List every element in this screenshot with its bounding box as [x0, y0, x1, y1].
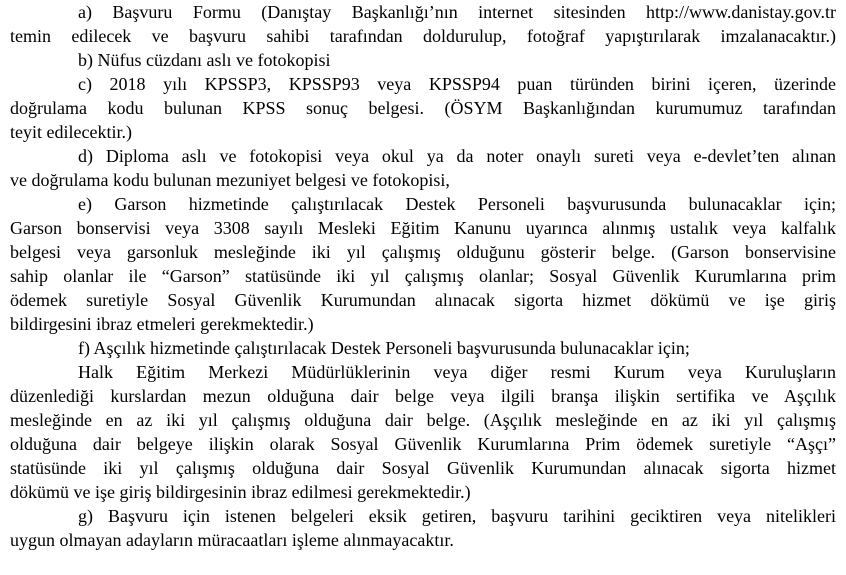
item-f-line-4: mesleğinde en az iki yıl çalışmış olduğuna dair belge. (Aşçılık mesleğinde en az iki yıl çalışmış — [10, 410, 836, 430]
item-d-line-2: ve doğrulama kodu bulunan mezuniyet belgesi ve fotokopisi, — [10, 170, 450, 190]
item-e-line-1: e) Garson hizmetinde çalıştırılacak Destek Personeli başvurusunda bulunacaklar için; — [78, 194, 836, 214]
item-a-line-1: a) Başvuru Formu (Danıştay Başkanlığı’nın internet sitesinden http://www.danistay.gov.tr — [78, 2, 836, 22]
item-f-line-1: f) Aşçılık hizmetinde çalıştırılacak Destek Personeli başvurusunda bulunacaklar için; — [78, 338, 690, 358]
item-e-line-2: Garson bonservisi veya 3308 sayılı Mesleki Eğitim Kanunu uyarınca alınmış ustalık veya kalfalık — [10, 218, 836, 238]
item-g-line-2: uygun olmayan adayların müracaatları işleme alınmayacaktır. — [10, 530, 454, 550]
item-e-line-6: bildirgesini ibraz etmeleri gerekmektedir.) — [10, 314, 314, 334]
item-e-line-4: sahip olanlar ile “Garson” statüsünde iki yıl çalışmış olanlar; Sosyal Güvenlik Kurumlarına prim — [10, 266, 836, 286]
item-f-line-2: Halk Eğitim Merkezi Müdürlüklerinin veya diğer resmi Kurum veya Kuruluşların — [78, 362, 836, 382]
item-e-line-3: belgesi veya garsonluk mesleğinde iki yıl çalışmış olduğunu gösterir belge. (Garson bonservisine — [10, 242, 836, 262]
item-f-line-6: statüsünde iki yıl çalışmış olduğuna dair Sosyal Güvenlik Kurumundan alınacak sigorta hizmet — [10, 458, 836, 478]
item-f-line-5: olduğuna dair belgeye ilişkin olarak Sosyal Güvenlik Kurumlarına Prim ödemek suretiyle “Aşçı” — [10, 434, 836, 454]
item-f-line-3: düzenlediği kurslardan mezun olduğuna dair belge veya ilgili branşa ilişkin sertifika ve Aşçılık — [10, 386, 836, 406]
item-c-line-1: c) 2018 yılı KPSSP3, KPSSP93 veya KPSSP94 puan türünden birini içeren, üzerinde — [78, 74, 836, 94]
item-c-line-2: doğrulama kodu bulunan KPSS sonuç belgesi. (ÖSYM Başkanlığından kurumumuz tarafından — [10, 98, 836, 118]
item-f-line-7: dökümü ve işe giriş bildirgesinin ibraz edilmesi gerekmektedir.) — [10, 482, 471, 502]
item-e-line-5: ödemek suretiyle Sosyal Güvenlik Kurumundan alınacak sigorta hizmet dökümü ve işe giriş — [10, 290, 836, 310]
item-c-line-3: teyit edilecektir.) — [10, 122, 132, 142]
item-d-line-1: d) Diploma aslı ve fotokopisi veya okul ya da noter onaylı sureti veya e-devlet’ten alınan — [78, 146, 836, 166]
item-g-line-1: g) Başvuru için istenen belgeleri eksik getiren, başvuru tarihini geciktiren veya nitelikleri — [78, 506, 836, 526]
item-a-line-2: temin edilecek ve başvuru sahibi tarafından doldurulup, fotoğraf yapıştırılarak imzalanacaktır.) — [10, 26, 836, 46]
item-b-line-1: b) Nüfus cüzdanı aslı ve fotokopisi — [78, 50, 331, 70]
